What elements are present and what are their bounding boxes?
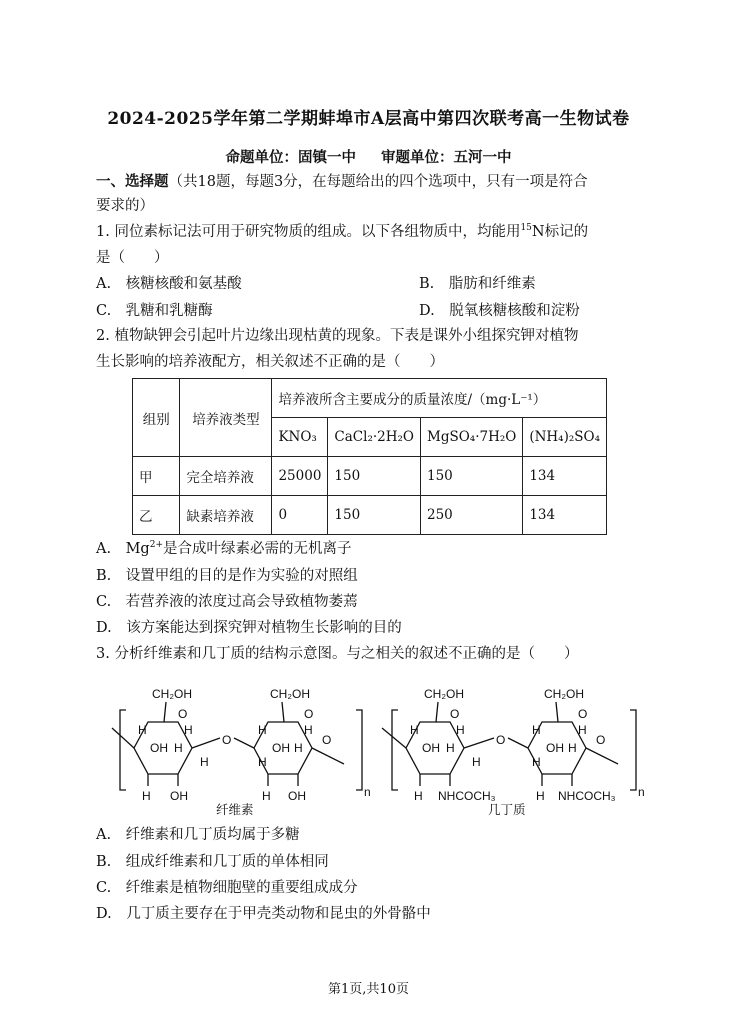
section-desc-a: （共18题，每题3分，在每题给出的四个选项中，只有一项是符合 [168, 174, 588, 190]
table-row [133, 457, 607, 496]
cellulose-oh: OH [288, 789, 306, 803]
chitin-label: 几丁质 [488, 803, 526, 816]
q1-option-c[interactable]: C. 乳糖和乳糖酶 [96, 303, 213, 319]
table-cell: 0 [272, 496, 328, 535]
chitin-n: n [638, 785, 645, 799]
chitin-h: H [568, 741, 577, 755]
q2-option-a-sup: 2+ [149, 540, 163, 551]
q2-option-b[interactable]: B. 设置甲组的目的是作为实验的对照组 [96, 568, 358, 584]
exam-title: 2024-2025学年第二学期蚌埠市A层高中第四次联考高一生物试卷 [107, 109, 630, 129]
chitin-h: H [532, 755, 541, 769]
chitin-h: H [578, 723, 587, 737]
cellulose-h: H [200, 755, 209, 769]
q2-stem-line2: 生长影响的培养液配方，相关叙述不正确的是（ ） [96, 354, 444, 370]
chitin-o-1: O [450, 707, 460, 721]
q3-option-c[interactable]: C. 纤维素是植物细胞壁的重要组成成分 [96, 880, 358, 896]
q2-option-a-post: 是合成叶绿素必需的无机离子 [163, 541, 352, 557]
q1-isotope-sup: 15 [520, 223, 532, 234]
chitin-h: H [456, 723, 465, 737]
cellulose-oh: OH [272, 741, 290, 755]
chitin-h: H [410, 723, 419, 737]
table-cell: 134 [523, 457, 607, 496]
q1-option-d[interactable]: D. 脱氧核糖核酸和淀粉 [419, 303, 580, 319]
table-cell-group: 乙 [133, 496, 180, 535]
cellulose-ch2oh-2: CH₂OH [270, 687, 310, 701]
cellulose-h: H [138, 723, 147, 737]
section-heading [96, 170, 588, 191]
q3-stem: 3. 分析纤维素和几丁质的结构示意图。与之相关的叙述不正确的是（ ） [96, 646, 579, 662]
table-cell: 150 [421, 457, 523, 496]
table-cell: 250 [421, 496, 523, 535]
chitin-oh: OH [546, 741, 564, 755]
cellulose-n: n [364, 785, 371, 799]
cellulose-h: H [304, 723, 313, 737]
q3-option-d[interactable]: D. 几丁质主要存在于甲壳类动物和昆虫的外骨骼中 [96, 906, 431, 922]
table-cell: 150 [328, 457, 421, 496]
cellulose-h: H [174, 741, 183, 755]
q2-option-a-pre: A. Mg [96, 541, 150, 557]
q2-stem-line1: 2. 植物缺钾会引起叶片边缘出现枯黄的现象。下表是课外小组探究钾对植物 [96, 328, 579, 344]
chitin-h: H [446, 741, 455, 755]
q1-option-a[interactable]: A. 核糖核酸和氨基酸 [96, 276, 242, 292]
setter-unit: 命题单位：固镇一中 [225, 149, 356, 166]
cellulose-o-1: O [178, 707, 188, 721]
chitin-h: H [532, 723, 541, 737]
page-number: 第1页,共10页 [328, 982, 409, 997]
table-cell: 150 [328, 496, 421, 535]
cellulose-o-link: O [322, 733, 332, 747]
cellulose-oh: OH [170, 789, 188, 803]
cellulose-ch2oh-1: CH₂OH [152, 687, 192, 701]
q2-option-d[interactable]: D. 该方案能达到探究钾对植物生长影响的目的 [96, 620, 402, 636]
chitin-o-2: O [578, 707, 588, 721]
q2-option-c[interactable]: C. 若营养液的浓度过高会导致植物萎蔫 [96, 594, 358, 610]
table-col-kno3: KNO₃ [272, 418, 328, 457]
q3-option-a[interactable]: A. 纤维素和几丁质均属于多糖 [96, 827, 300, 843]
chitin-oh: OH [422, 741, 440, 755]
q1-stem-a: 1. 同位素标记法可用于研究物质的组成。以下各组物质中，均能用 [96, 224, 521, 240]
q1-stem-line2: 是（ ） [96, 250, 169, 266]
cellulose-o-2: O [304, 707, 314, 721]
exam-units [0, 146, 737, 167]
cellulose-h: H [294, 741, 303, 755]
chitin-o-link: O [496, 733, 506, 747]
cellulose-h: H [258, 755, 267, 769]
cellulose-h: H [262, 789, 271, 803]
cellulose-oh: OH [150, 741, 168, 755]
q1-option-b[interactable]: B. 脂肪和纤维素 [419, 276, 536, 292]
cellulose-o-link: O [222, 733, 232, 747]
q3-option-b[interactable]: B. 组成纤维素和几丁质的单体相同 [96, 854, 329, 870]
table-header-type: 培养液类型 [180, 379, 272, 457]
chitin-h: H [472, 755, 481, 769]
cellulose-h: H [258, 723, 267, 737]
cellulose-h: H [142, 789, 151, 803]
section-desc-b: 要求的） [96, 198, 154, 214]
cellulose-h: H [184, 723, 193, 737]
culture-table [132, 378, 607, 535]
reviewer-unit: 审题单位：五河一中 [381, 149, 512, 166]
q1-stem-line1 [96, 220, 588, 241]
chitin-h: H [536, 789, 545, 803]
table-header-group: 组别 [133, 379, 180, 457]
polysaccharide-structure-diagram [108, 668, 648, 816]
section-title: 一、选择题 [96, 173, 169, 190]
table-row [133, 496, 607, 535]
chitin-ch2oh-2: CH₂OH [544, 687, 584, 701]
q1-isotope-base: N标记的 [531, 224, 589, 240]
table-cell: 25000 [272, 457, 328, 496]
q2-option-a[interactable] [96, 537, 352, 558]
chitin-o-link: O [596, 733, 606, 747]
chitin-h: H [414, 789, 423, 803]
chitin-nhcoch3: NHCOCH₃ [558, 789, 616, 803]
table-col-nh4so4: (NH₄)₂SO₄ [523, 418, 607, 457]
table-cell-type: 缺素培养液 [180, 496, 272, 535]
cellulose-label: 纤维素 [216, 803, 254, 816]
chitin-nhcoch3: NHCOCH₃ [438, 789, 496, 803]
table-cell-group: 甲 [133, 457, 180, 496]
table-col-cacl2: CaCl₂·2H₂O [328, 418, 421, 457]
table-header-conc: 培养液所含主要成分的质量浓度/（mg·L⁻¹） [272, 379, 607, 418]
table-cell-type: 完全培养液 [180, 457, 272, 496]
chitin-ch2oh-1: CH₂OH [424, 687, 464, 701]
table-col-mgso4: MgSO₄·7H₂O [421, 418, 523, 457]
table-cell: 134 [523, 496, 607, 535]
